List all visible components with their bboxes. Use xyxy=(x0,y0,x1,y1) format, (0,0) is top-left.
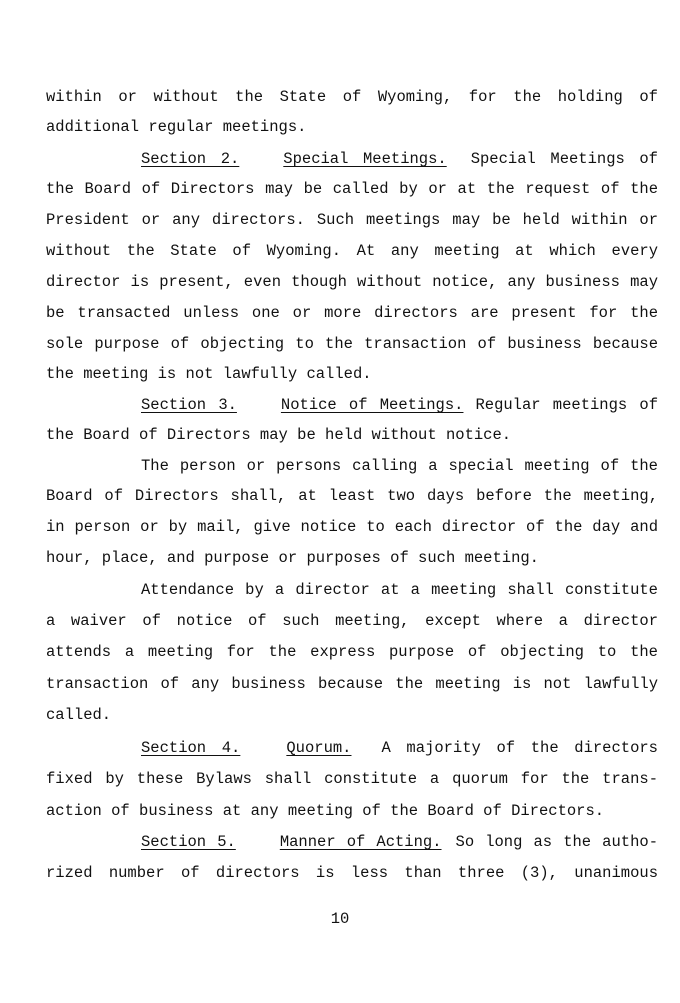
section-label: Section 2. xyxy=(141,150,240,168)
text-line: attends a meeting for the express purpose of objecting to the xyxy=(46,643,658,661)
section-text: So long as the autho- xyxy=(455,833,658,851)
text-line: transaction of any business because the meeting is not lawfully xyxy=(46,675,658,693)
text-line: in person or by mail, give notice to each director of the day and xyxy=(46,518,658,536)
section-heading xyxy=(141,738,658,758)
text-line: sole purpose of objecting to the transaction of business because xyxy=(46,335,658,353)
section-label: Section 4. xyxy=(141,739,241,757)
text-line: Board of Directors shall, at least two days before the meeting, xyxy=(46,487,658,505)
section-label: Section 5. xyxy=(141,833,236,851)
text-line: without the State of Wyoming. At any meeting at which every xyxy=(46,242,658,260)
text-line: fixed by these Bylaws shall constitute a quorum for the trans- xyxy=(46,770,658,788)
section-heading xyxy=(141,832,658,852)
text-line: called. xyxy=(46,706,112,724)
section-title: Notice of Meetings. xyxy=(280,396,464,414)
text-line: the Board of Directors may be held without notice. xyxy=(46,426,512,444)
section-heading xyxy=(141,149,658,169)
text-line: be transacted unless one or more directors are present for the xyxy=(46,304,658,322)
text-line: within or without the State of Wyoming, for the holding of xyxy=(46,88,658,106)
text-line: director is present, even though without notice, any business may xyxy=(46,273,658,291)
text-line: action of business at any meeting of the Board of Directors. xyxy=(46,802,605,820)
section-label: Section 3. xyxy=(141,396,237,414)
text-line: President or any directors. Such meetings may be held within or xyxy=(46,211,658,229)
text-line: The person or persons calling a special meeting of the xyxy=(141,457,658,475)
page-number: 10 xyxy=(330,910,350,928)
text-line: the meeting is not lawfully called. xyxy=(46,365,372,383)
text-line: Attendance by a director at a meeting shall constitute xyxy=(141,581,658,599)
section-text: Regular meetings of xyxy=(475,396,659,414)
text-line: hour, place, and purpose or purposes of such meeting. xyxy=(46,549,539,567)
text-line: additional regular meetings. xyxy=(46,118,307,136)
text-line: rized number of directors is less than three (3), unanimous xyxy=(46,864,658,882)
section-text: Special Meetings of xyxy=(470,150,658,168)
text-line: a waiver of notice of such meeting, except where a director xyxy=(46,612,658,630)
section-heading xyxy=(141,395,658,415)
text-line: the Board of Directors may be called by or at the request of the xyxy=(46,180,658,198)
section-text: A majority of the directors xyxy=(381,739,658,757)
section-title: Manner of Acting. xyxy=(279,833,442,851)
section-title: Quorum. xyxy=(286,739,352,757)
section-title: Special Meetings. xyxy=(283,150,447,168)
